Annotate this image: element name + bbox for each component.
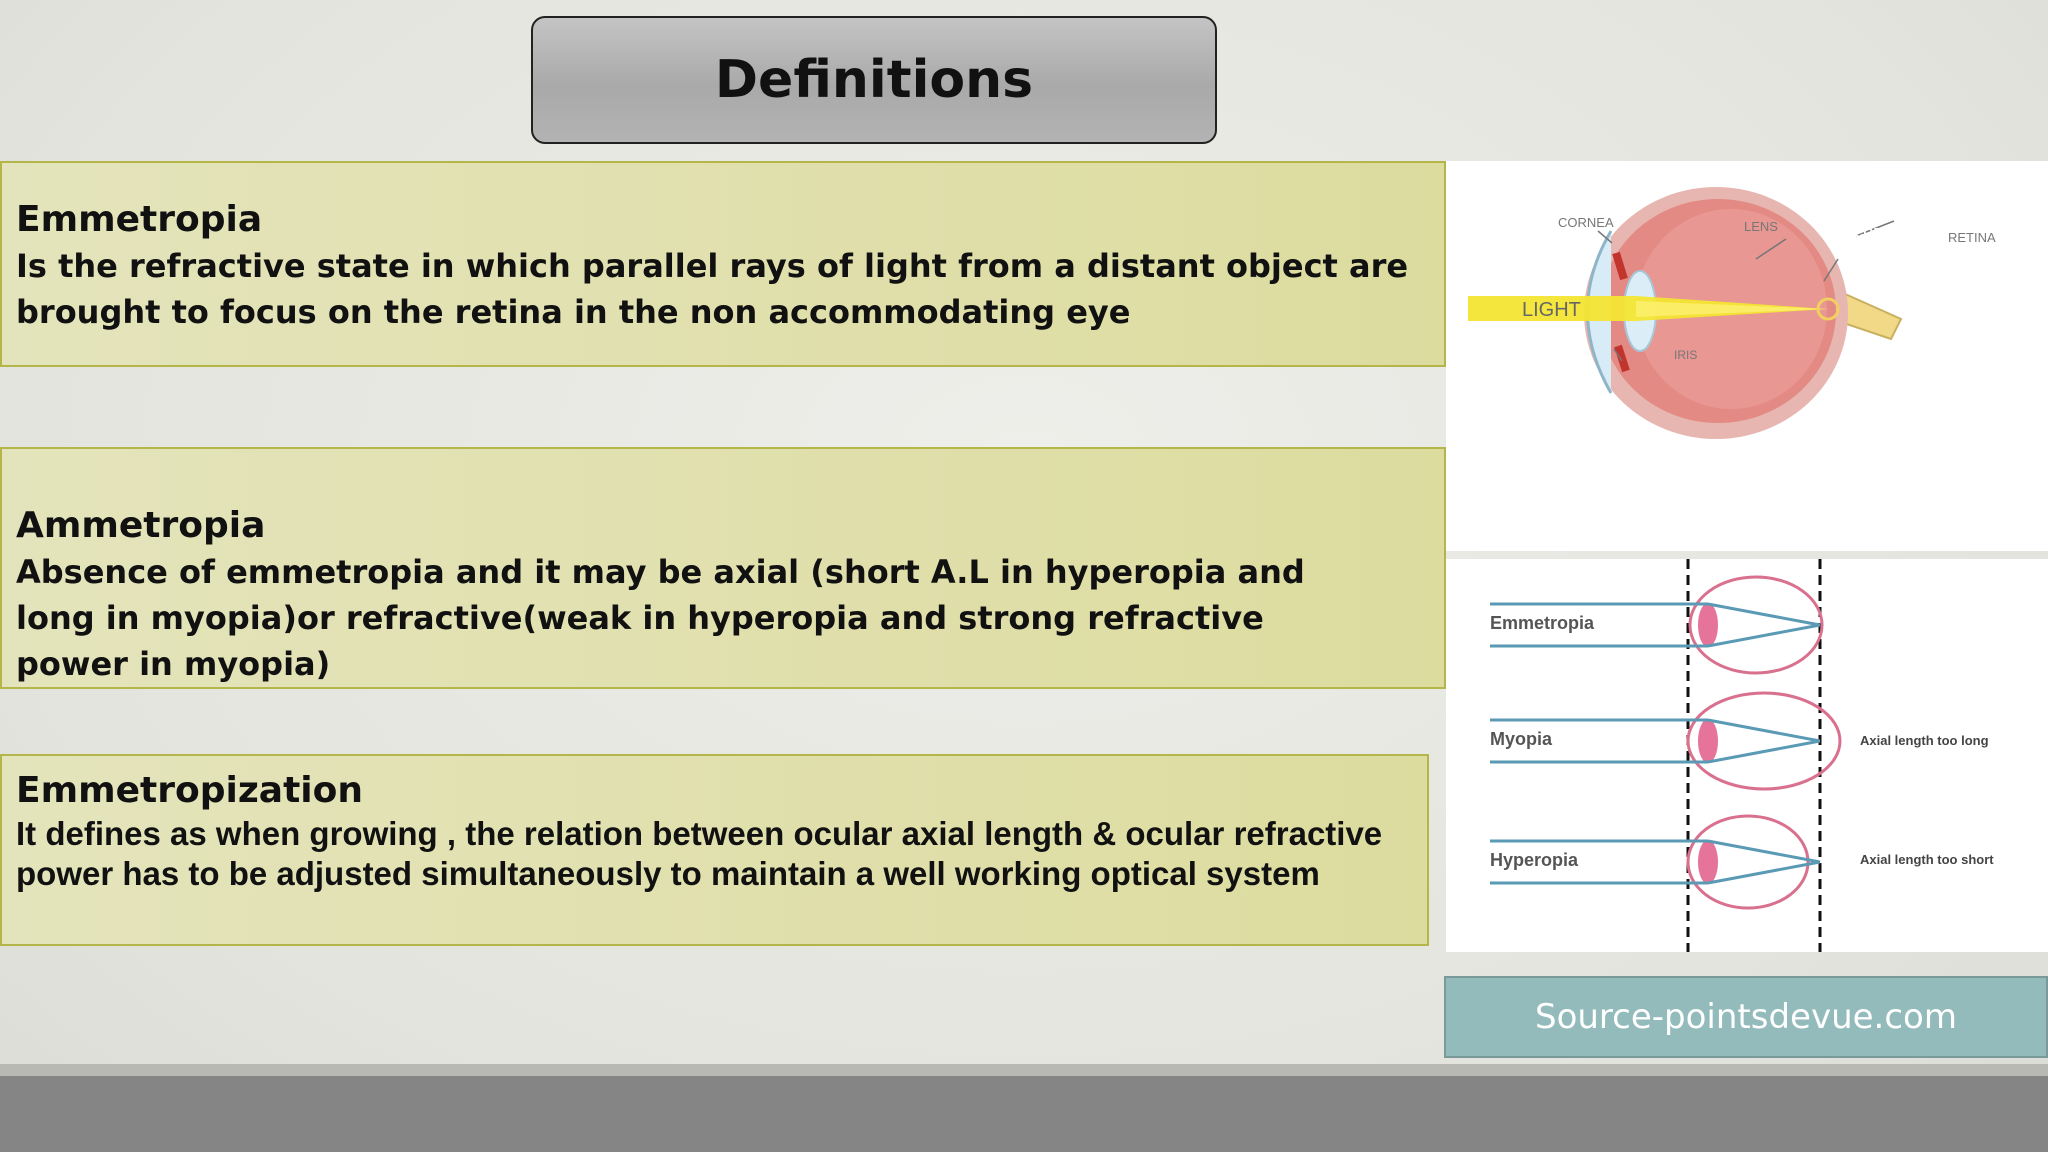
source-text: Source-pointsdevue.com xyxy=(1535,997,1957,1037)
definition-description: Is the refractive state in which parallel rays of light from a distant object are brought to focus on the retina in the non accommodating eye xyxy=(16,247,1409,331)
definition-box-emmetropia xyxy=(0,161,1446,367)
slide-title: Definitions xyxy=(714,50,1034,110)
hyperopia-label: Hyperopia xyxy=(1490,850,1579,870)
eye-anatomy-image xyxy=(1446,161,2048,551)
myopia-note: Axial length too long xyxy=(1860,733,1989,748)
definition-term: Emmetropization xyxy=(16,770,363,811)
definition-description: It defines as when growing , the relation between ocular axial length & ocular refractive power has to be adjusted simultaneously to maintain a well working optical system xyxy=(16,815,1383,892)
emmetropia-label: Emmetropia xyxy=(1490,613,1595,633)
iris-label: IRIS xyxy=(1674,348,1698,362)
source-box xyxy=(1444,976,2048,1058)
definition-term: Ammetropia xyxy=(16,505,266,546)
retina-label: RETINA xyxy=(1948,230,1996,245)
myopia-label: Myopia xyxy=(1490,729,1553,749)
lens-label: LENS xyxy=(1744,219,1778,234)
definition-box-ammetropia xyxy=(0,447,1446,689)
slide-title-box xyxy=(531,16,1217,144)
cornea-label: CORNEA xyxy=(1558,215,1614,230)
definition-description: Absence of emmetropia and it may be axial (short A.L in hyperopia and long in myopia)or refractive(weak in hyperopia and strong refractive power in myopia) xyxy=(16,553,1305,683)
correct-focus-label: FOCUS xyxy=(1864,243,1910,258)
eye-anatomy-illustration xyxy=(1446,161,2048,551)
emmetropia-row xyxy=(1490,577,1822,673)
light-label: LIGHT xyxy=(1522,299,1581,321)
refraction-comparison-illustration xyxy=(1446,559,2048,952)
correct-focus-label: CORRECT xyxy=(1854,225,1919,240)
footer-bar xyxy=(0,1064,2048,1152)
definition-term: Emmetropia xyxy=(16,199,263,240)
hyperopia-note: Axial length too short xyxy=(1860,852,1994,867)
myopia-row xyxy=(1490,693,1989,789)
hyperopia-row xyxy=(1490,816,1994,908)
refraction-comparison-image xyxy=(1446,559,2048,952)
definition-box-emmetropization xyxy=(0,754,1429,946)
